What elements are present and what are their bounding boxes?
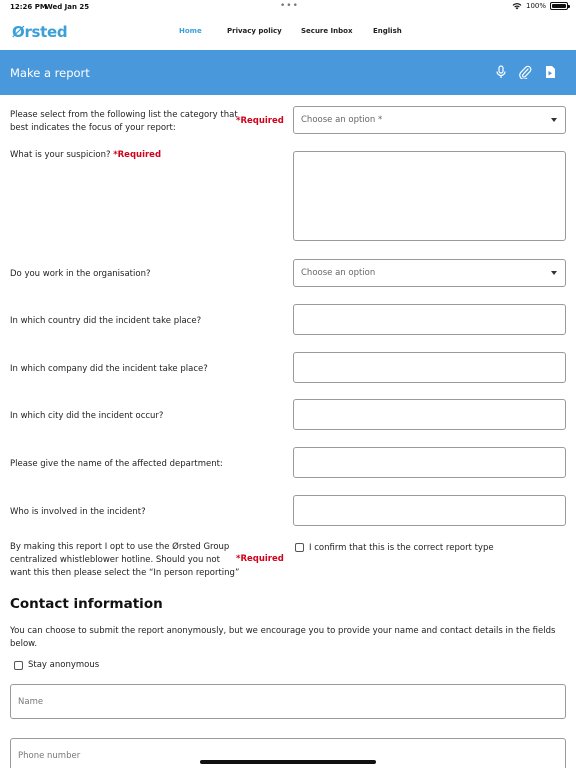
nav-privacy-policy[interactable]: Privacy policy — [227, 27, 282, 35]
home-indicator[interactable] — [200, 760, 376, 764]
stay-anonymous-label: Stay anonymous — [28, 660, 100, 670]
company-input[interactable] — [293, 352, 566, 383]
suspicion-required: *Required — [113, 150, 162, 160]
top-nav — [0, 14, 576, 50]
battery-icon — [550, 2, 568, 10]
hotline-label — [10, 541, 239, 580]
contact-text-line2: below. — [10, 639, 38, 649]
confirm-report-type-label: I confirm that this is the correct report type — [309, 543, 494, 553]
chevron-down-icon — [551, 271, 557, 275]
suspicion-textarea[interactable] — [293, 151, 566, 241]
contact-section-title: Contact information — [10, 596, 163, 612]
status-time: 12:26 PM — [10, 3, 47, 11]
work-in-org-select-value: Choose an option — [301, 268, 376, 278]
city-label: In which city did the incident occur? — [10, 411, 164, 421]
stay-anonymous-checkbox[interactable] — [14, 661, 23, 670]
hotline-label-line1: By making this report I opt to use the Ørsted Group — [10, 542, 230, 552]
name-input[interactable] — [10, 684, 566, 719]
phone-placeholder: Phone number — [18, 751, 81, 761]
hotline-required: *Required — [236, 554, 284, 564]
hotline-label-line2: centralized whistleblower hotline. Should you not — [10, 555, 220, 565]
microphone-icon[interactable] — [494, 65, 508, 79]
category-required: *Required — [236, 116, 284, 126]
status-bar — [0, 0, 576, 14]
report-title: Make a report — [10, 66, 90, 80]
city-input[interactable] — [293, 399, 566, 430]
wifi-icon — [512, 2, 522, 10]
country-label: In which country did the incident take place? — [10, 316, 202, 326]
status-right — [512, 2, 568, 10]
confirm-report-type-checkbox[interactable] — [295, 543, 304, 552]
work-in-org-label: Do you work in the organisation? — [10, 269, 151, 279]
category-label — [10, 109, 238, 135]
paperclip-icon[interactable] — [518, 65, 532, 79]
work-in-org-select[interactable] — [293, 259, 566, 287]
company-label: In which company did the incident take place? — [10, 364, 208, 374]
category-select-value: Choose an option * — [301, 115, 383, 125]
contact-section-text — [10, 625, 560, 651]
report-header — [0, 50, 576, 95]
involved-label: Who is involved in the incident? — [10, 507, 146, 517]
involved-input[interactable] — [293, 495, 566, 526]
category-label-line2: best indicates the focus of your report: — [10, 123, 176, 133]
document-icon[interactable] — [543, 65, 557, 79]
suspicion-label-text: What is your suspicion? — [10, 150, 111, 160]
multitasking-dots-icon[interactable]: ••• — [280, 1, 299, 11]
country-input[interactable] — [293, 304, 566, 335]
status-date: Wed Jan 25 — [45, 3, 90, 11]
battery-percent: 100% — [525, 2, 546, 10]
name-placeholder: Name — [18, 697, 44, 707]
nav-home[interactable]: Home — [179, 27, 202, 35]
department-label: Please give the name of the affected department: — [10, 459, 223, 469]
hotline-label-line3: want this then please select the “In person reporting” — [10, 568, 240, 578]
contact-text-line1: You can choose to submit the report anonymously, but we encourage you to provide your name and contact details in the fields — [10, 626, 556, 636]
nav-language[interactable]: English — [373, 27, 402, 35]
orsted-logo[interactable]: Ørsted — [12, 23, 68, 41]
suspicion-label — [10, 149, 161, 162]
nav-secure-inbox[interactable]: Secure Inbox — [301, 27, 353, 35]
department-input[interactable] — [293, 447, 566, 478]
category-label-line1: Please select from the following list the category that — [10, 110, 238, 120]
chevron-down-icon — [551, 118, 557, 122]
category-select[interactable] — [293, 106, 566, 134]
